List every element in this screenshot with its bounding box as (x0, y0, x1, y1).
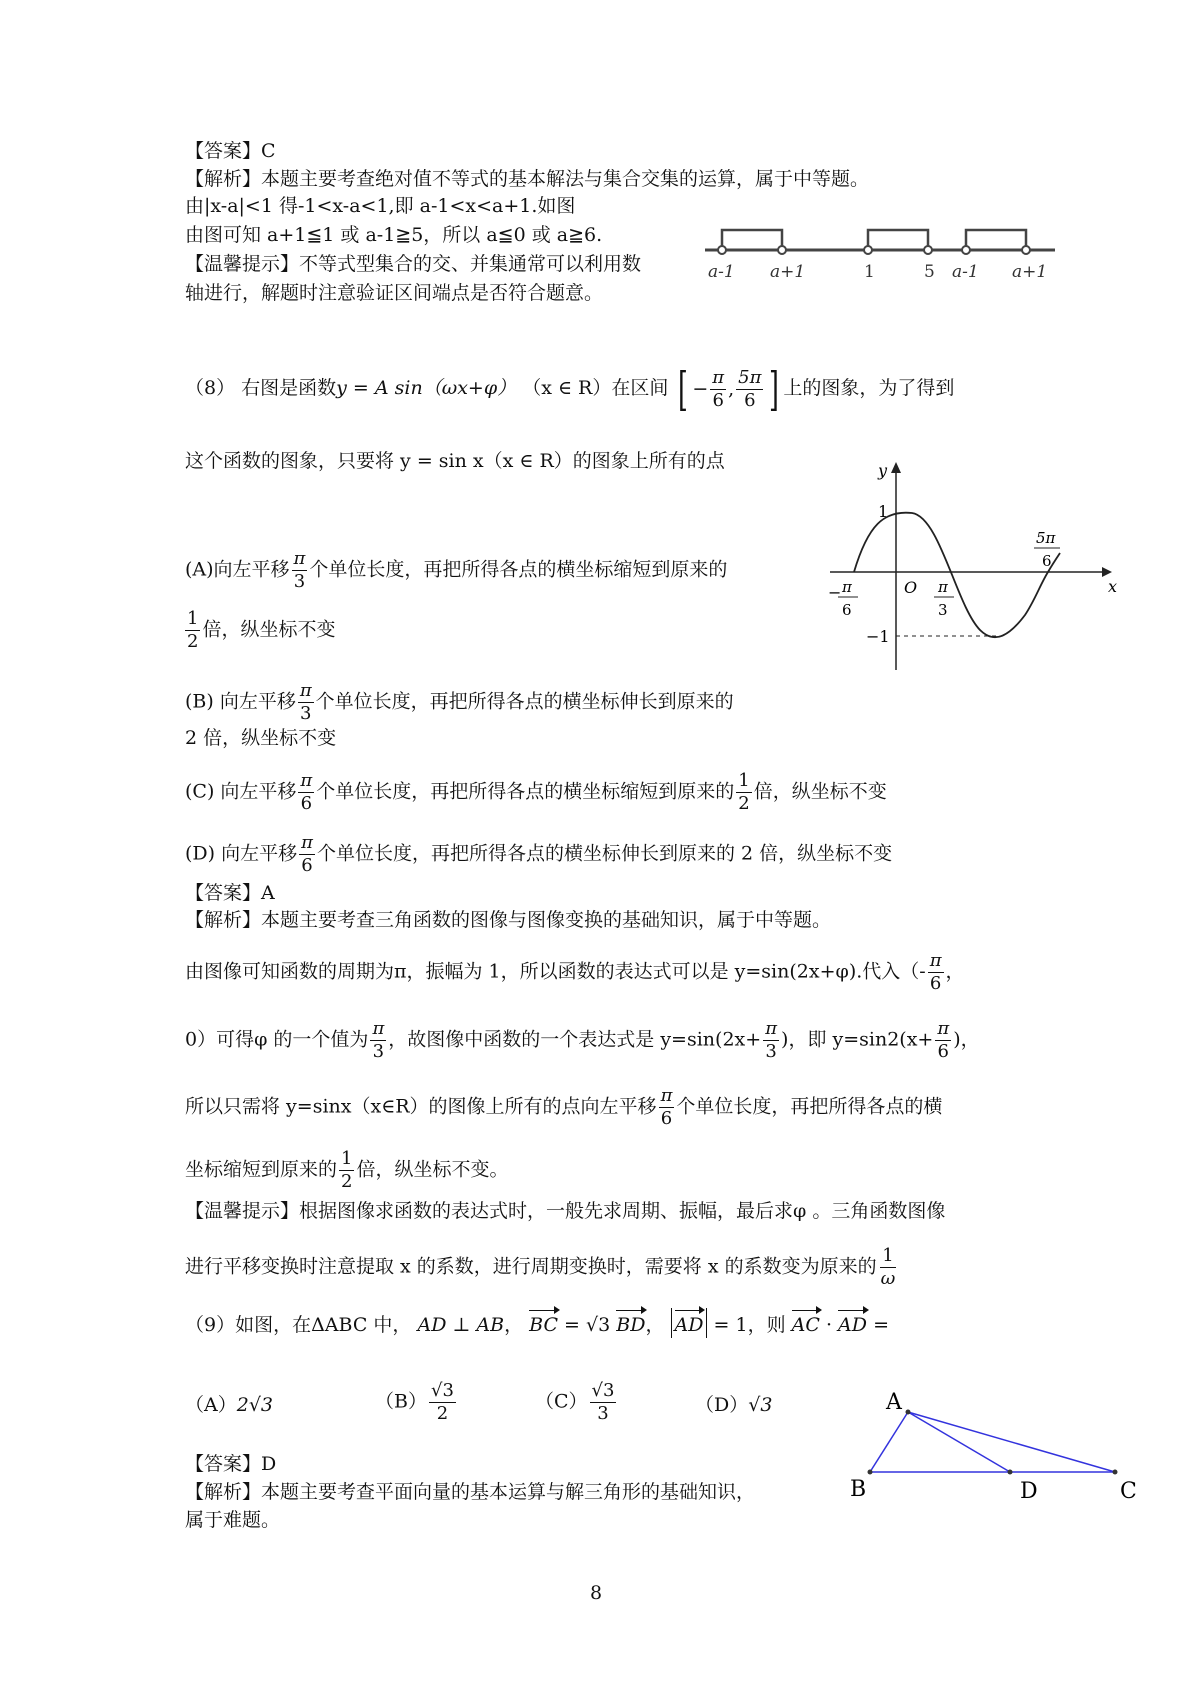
graph-tick-1: 1 (878, 502, 889, 521)
q9-option-b: （B） $\frac{√3}{2}$ (375, 1380, 454, 1424)
nl-label-a-plus-1: a+1 (770, 262, 806, 282)
q9-option-c: （C） $\frac{√3}{3}$ (535, 1380, 615, 1424)
q8-analysis: 【解析】本题主要考查三角函数的图像与图像变换的基础知识，属于中等题。 (185, 909, 832, 931)
q8-option-a: (A)向左平移 $\frac{\pi}{3}$ 个单位长度，再把所得各点的横坐标缩短到原来的 (185, 548, 728, 592)
nl-label-5: 5 (924, 262, 935, 282)
graph-tick-left-num: π (842, 578, 852, 596)
graph-tick-neg1: −1 (866, 627, 890, 646)
page-number: 8 (590, 1582, 603, 1604)
nl-label-a-minus-1: a-1 (708, 262, 735, 282)
q9-answer: 【答案】D (185, 1453, 277, 1475)
q8-option-c: (C) 向左平移 $\frac{\pi}{6}$ 个单位长度，再把所得各点的横坐标缩短到原来的 $\frac{1}{2}$ 倍，纵坐标不变 (185, 770, 887, 814)
q9-stem: （9）如图，在ΔABC 中， AD ⊥ AB， BC = √3 BD， AD = 1，则 AC · AD = (185, 1308, 889, 1338)
vertex-d: D (1020, 1479, 1038, 1504)
q7-solution-line2: 由图可知 a+1≦1 或 a-1≧5，所以 a≦0 或 a≧6. (185, 224, 603, 246)
q8-answer: 【答案】A (185, 882, 275, 904)
vertex-a: A (886, 1390, 902, 1415)
graph-tick-left-sign: − (828, 583, 842, 602)
graph-tick-mid-den: 3 (938, 601, 948, 619)
graph-tick-right-num: 5π (1036, 529, 1056, 547)
q8-option-d: (D) 向左平移 $\frac{\pi}{6}$ 个单位长度，再把所得各点的横坐标伸长到原来的 2 倍，纵坐标不变 (185, 832, 893, 876)
q7-tip-line2: 轴进行，解题时注意验证区间端点是否符合题意。 (185, 282, 604, 304)
number-line-figure (700, 222, 1060, 292)
q9-option-d: （D）√3 (695, 1394, 773, 1416)
q8-solution-line4: 坐标缩短到原来的 $\frac{1}{2}$ 倍，纵坐标不变。 (185, 1148, 509, 1192)
graph-tick-mid-num: π (938, 578, 948, 596)
graph-tick-left-den: 6 (842, 601, 852, 619)
q8-tip-line1: 【温馨提示】根据图像求函数的表达式时，一般先求周期、振幅，最后求φ 。三角函数图像 (185, 1200, 946, 1222)
q7-solution-line1: 由|x-a|<1 得-1<x-a<1,即 a-1<x<a+1.如图 (185, 195, 576, 217)
q8-option-a-cont: $\frac{1}{2}$ 倍，纵坐标不变 (187, 608, 336, 652)
nl-label-a-plus-1-b: a+1 (1012, 262, 1048, 282)
nl-label-a-minus-1-b: a-1 (952, 262, 979, 282)
q8-tip-line2: 进行平移变换时注意提取 x 的系数，进行周期变换时，需要将 x 的系数变为原来的 $\frac{1}{\omega}$ (185, 1245, 896, 1289)
q8-solution-line1: 由图像可知函数的周期为π，振幅为 1，所以函数的表达式可以是 y=sin(2x+φ).代入（- $\frac{\pi}{6}$ ， (185, 950, 965, 994)
graph-x-label: x (1108, 577, 1118, 596)
triangle-figure (850, 1385, 1170, 1505)
sine-graph-figure (820, 455, 1120, 675)
nl-label-1: 1 (864, 262, 875, 282)
q8-solution-line3: 所以只需将 y=sinx（x∈R）的图像上所有的点向左平移 $\frac{\pi}{6}$ 个单位长度，再把所得各点的横 (185, 1085, 943, 1129)
q8-option-b-cont: 2 倍，纵坐标不变 (185, 727, 337, 749)
q8-option-b: (B) 向左平移 $\frac{\pi}{3}$ 个单位长度，再把所得各点的横坐标伸长到原来的 (185, 680, 734, 724)
q7-tip-line1: 【温馨提示】不等式型集合的交、并集通常可以利用数 (185, 253, 642, 275)
graph-tick-right-den: 6 (1042, 552, 1052, 570)
vertex-b: B (850, 1477, 867, 1502)
q7-analysis: 【解析】本题主要考查绝对值不等式的基本解法与集合交集的运算，属于中等题。 (185, 168, 870, 190)
graph-origin: O (904, 578, 918, 597)
vertex-c: C (1120, 1479, 1137, 1504)
q9-option-a: （A）2√3 (185, 1394, 274, 1416)
graph-y-label: y (878, 461, 888, 480)
q7-answer: 【答案】C (185, 140, 276, 162)
q8-stem-line2: 这个函数的图象，只要将 y = sin x（x ∈ R）的图象上所有的点 (185, 450, 725, 472)
q8-interval: [ − $\frac{\pi}{6}$ , $\frac{5\pi}{6}$ ] (678, 362, 780, 416)
q8-stem: （8） 右图是函数y = A sin（ωx+φ） （x ∈ R）在区间 [ − $\frac{\pi}{6}$ , $\frac{5\pi}{6}$ ] 上的图象，为了得到 (185, 362, 955, 416)
q9-analysis-line2: 属于难题。 (185, 1509, 281, 1531)
q9-analysis-line1: 【解析】本题主要考查平面向量的基本运算与解三角形的基础知识， (185, 1481, 756, 1503)
q8-solution-line2: 0）可得φ 的一个值为 $\frac{\pi}{3}$ ，故图像中函数的一个表达式是 y=sin(2x+ $\frac{\pi}{3}$ )，即 y=sin2(x+ $\frac{\pi}{6}$ )， (185, 1018, 980, 1062)
